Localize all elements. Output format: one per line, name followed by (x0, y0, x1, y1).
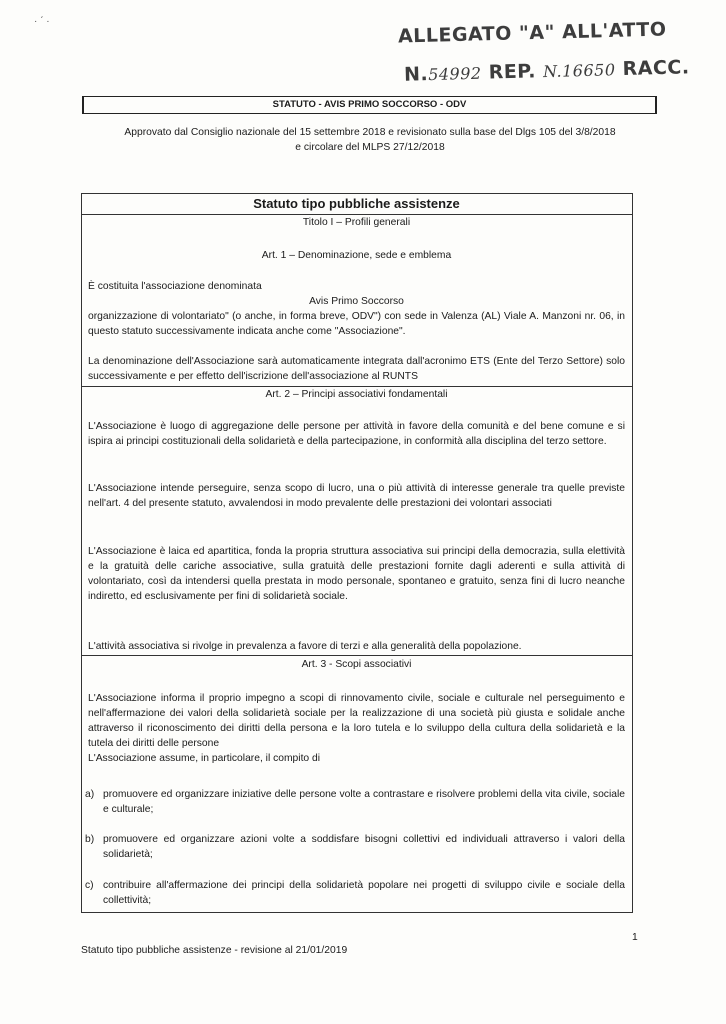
stamp-racc-label: RACC. (622, 56, 690, 81)
art1-p1: È costituita l'associazione denominata (88, 281, 262, 292)
art3-p2: L'Associazione assume, in particolare, il compito di (88, 753, 321, 764)
stamp-rep-label: REP. (488, 60, 537, 84)
stamp-line-2 (404, 56, 690, 85)
header-title-box (82, 96, 657, 114)
header-title: STATUTO - AVIS PRIMO SOCCORSO - ODV (272, 99, 467, 110)
page-footer: Statuto tipo pubbliche assistenze - revisione al 21/01/2019 (81, 945, 348, 956)
art1-heading: Art. 1 – Denominazione, sede e emblema (261, 250, 452, 261)
list-item-label: b) (85, 834, 95, 845)
art2-p1: L'Associazione è luogo di aggregazione delle persone per attività in favore della comunità e del bene comune e si ispira ai principi costituzionali della solidarietà e della partecipazione, in conformità alla disciplina del terzo settore. (88, 421, 625, 447)
divider (82, 655, 632, 656)
approval-line-1: Approvato dal Consiglio nazionale del 15 settembre 2018 e revisionato sulla base del Dlgs 105 del 3/8/2018 (124, 127, 616, 138)
list-item (85, 878, 625, 908)
list-item-label: a) (85, 789, 95, 800)
art2-p3: L'Associazione è laica ed apartitica, fonda la propria struttura associativa sui principi della democrazia, sulla elettività e la gratuità delle cariche associative, sulla gratuità delle prestazioni fornite dagli aderenti e sulla attività di volontariato, così da intendersi quella prestata in modo personale, spontaneo e gratuito, senza fini di lucro neanche indiretto, ed esclusivamente per fini di solidarietà sociale. (88, 546, 625, 602)
list-item-text: contribuire all'affermazione dei principi della solidarietà popolare nei progetti di sviluppo civile e sociale della collettività; (103, 880, 625, 906)
art2-p2: L'Associazione intende perseguire, senza scopo di lucro, una o più attività di interesse generale tra quelle previste nell'art. 4 del presente statuto, avvalendosi in modo prevalente delle prestazioni dei volontari associati (88, 483, 625, 509)
stamp-prefix: N. (403, 63, 429, 86)
art2-heading: Art. 2 – Principi associativi fondamentali (265, 389, 448, 400)
art1-p2: organizzazione di volontariato" (o anche, in forma breve, ODV") con sede in Valenza (AL) Viale A. Manzoni nr. 06, in questo statuto successivamente indicata anche come "Associazione". (88, 311, 625, 337)
statute-box (81, 193, 633, 913)
list-item (85, 787, 625, 817)
list-item-label: c) (85, 880, 94, 891)
list-item-text: promuovere ed organizzare azioni volte a soddisfare bisogni collettivi ed individuali attraverso i valori della solidarietà; (103, 834, 625, 860)
art1-p3: La denominazione dell'Associazione sarà automaticamente integrata dall'acronimo ETS (Ente del Terzo Settore) solo successivamente e per effetto dell'iscrizione dell'associazione al RUNTS (88, 356, 625, 382)
scan-specks: · ˊ · (34, 16, 50, 27)
page-number: 1 (632, 932, 638, 943)
list-item (85, 832, 625, 862)
stamp-rep-number: 54992 (427, 63, 482, 85)
association-name: Avis Primo Soccorso (309, 296, 404, 307)
stamp-racc-number: N.16650 (542, 60, 616, 82)
art3-p1: L'Associazione informa il proprio impegno a scopi di rinnovamento civile, sociale e culturale nel perseguimento e nell'affermazione dei valori della solidarietà sociale per la realizzazione di una società più giusta e solidale anche attraverso il riconoscimento dei diritti della persona e la loro tutela e lo sviluppo della cultura della solidarietà e la tutela dei diritti delle persone (88, 693, 625, 749)
stamp-line-1: ALLEGATO "A" ALL'ATTO (397, 18, 667, 48)
statute-title: Statuto tipo pubbliche assistenze (253, 196, 460, 211)
approval-note (80, 125, 660, 155)
art3-heading: Art. 3 - Scopi associativi (301, 659, 412, 670)
approval-line-2: e circolare del MLPS 27/12/2018 (295, 142, 445, 153)
list-item-text: promuovere ed organizzare iniziative delle persone volte a contrastare e risolvere problemi della vita civile, sociale e culturale; (103, 789, 625, 815)
art2-p4: L'attività associativa si rivolge in prevalenza a favore di terzi e alla generalità della popolazione. (88, 641, 522, 652)
title-subtitle: Titolo I – Profili generali (302, 217, 411, 228)
